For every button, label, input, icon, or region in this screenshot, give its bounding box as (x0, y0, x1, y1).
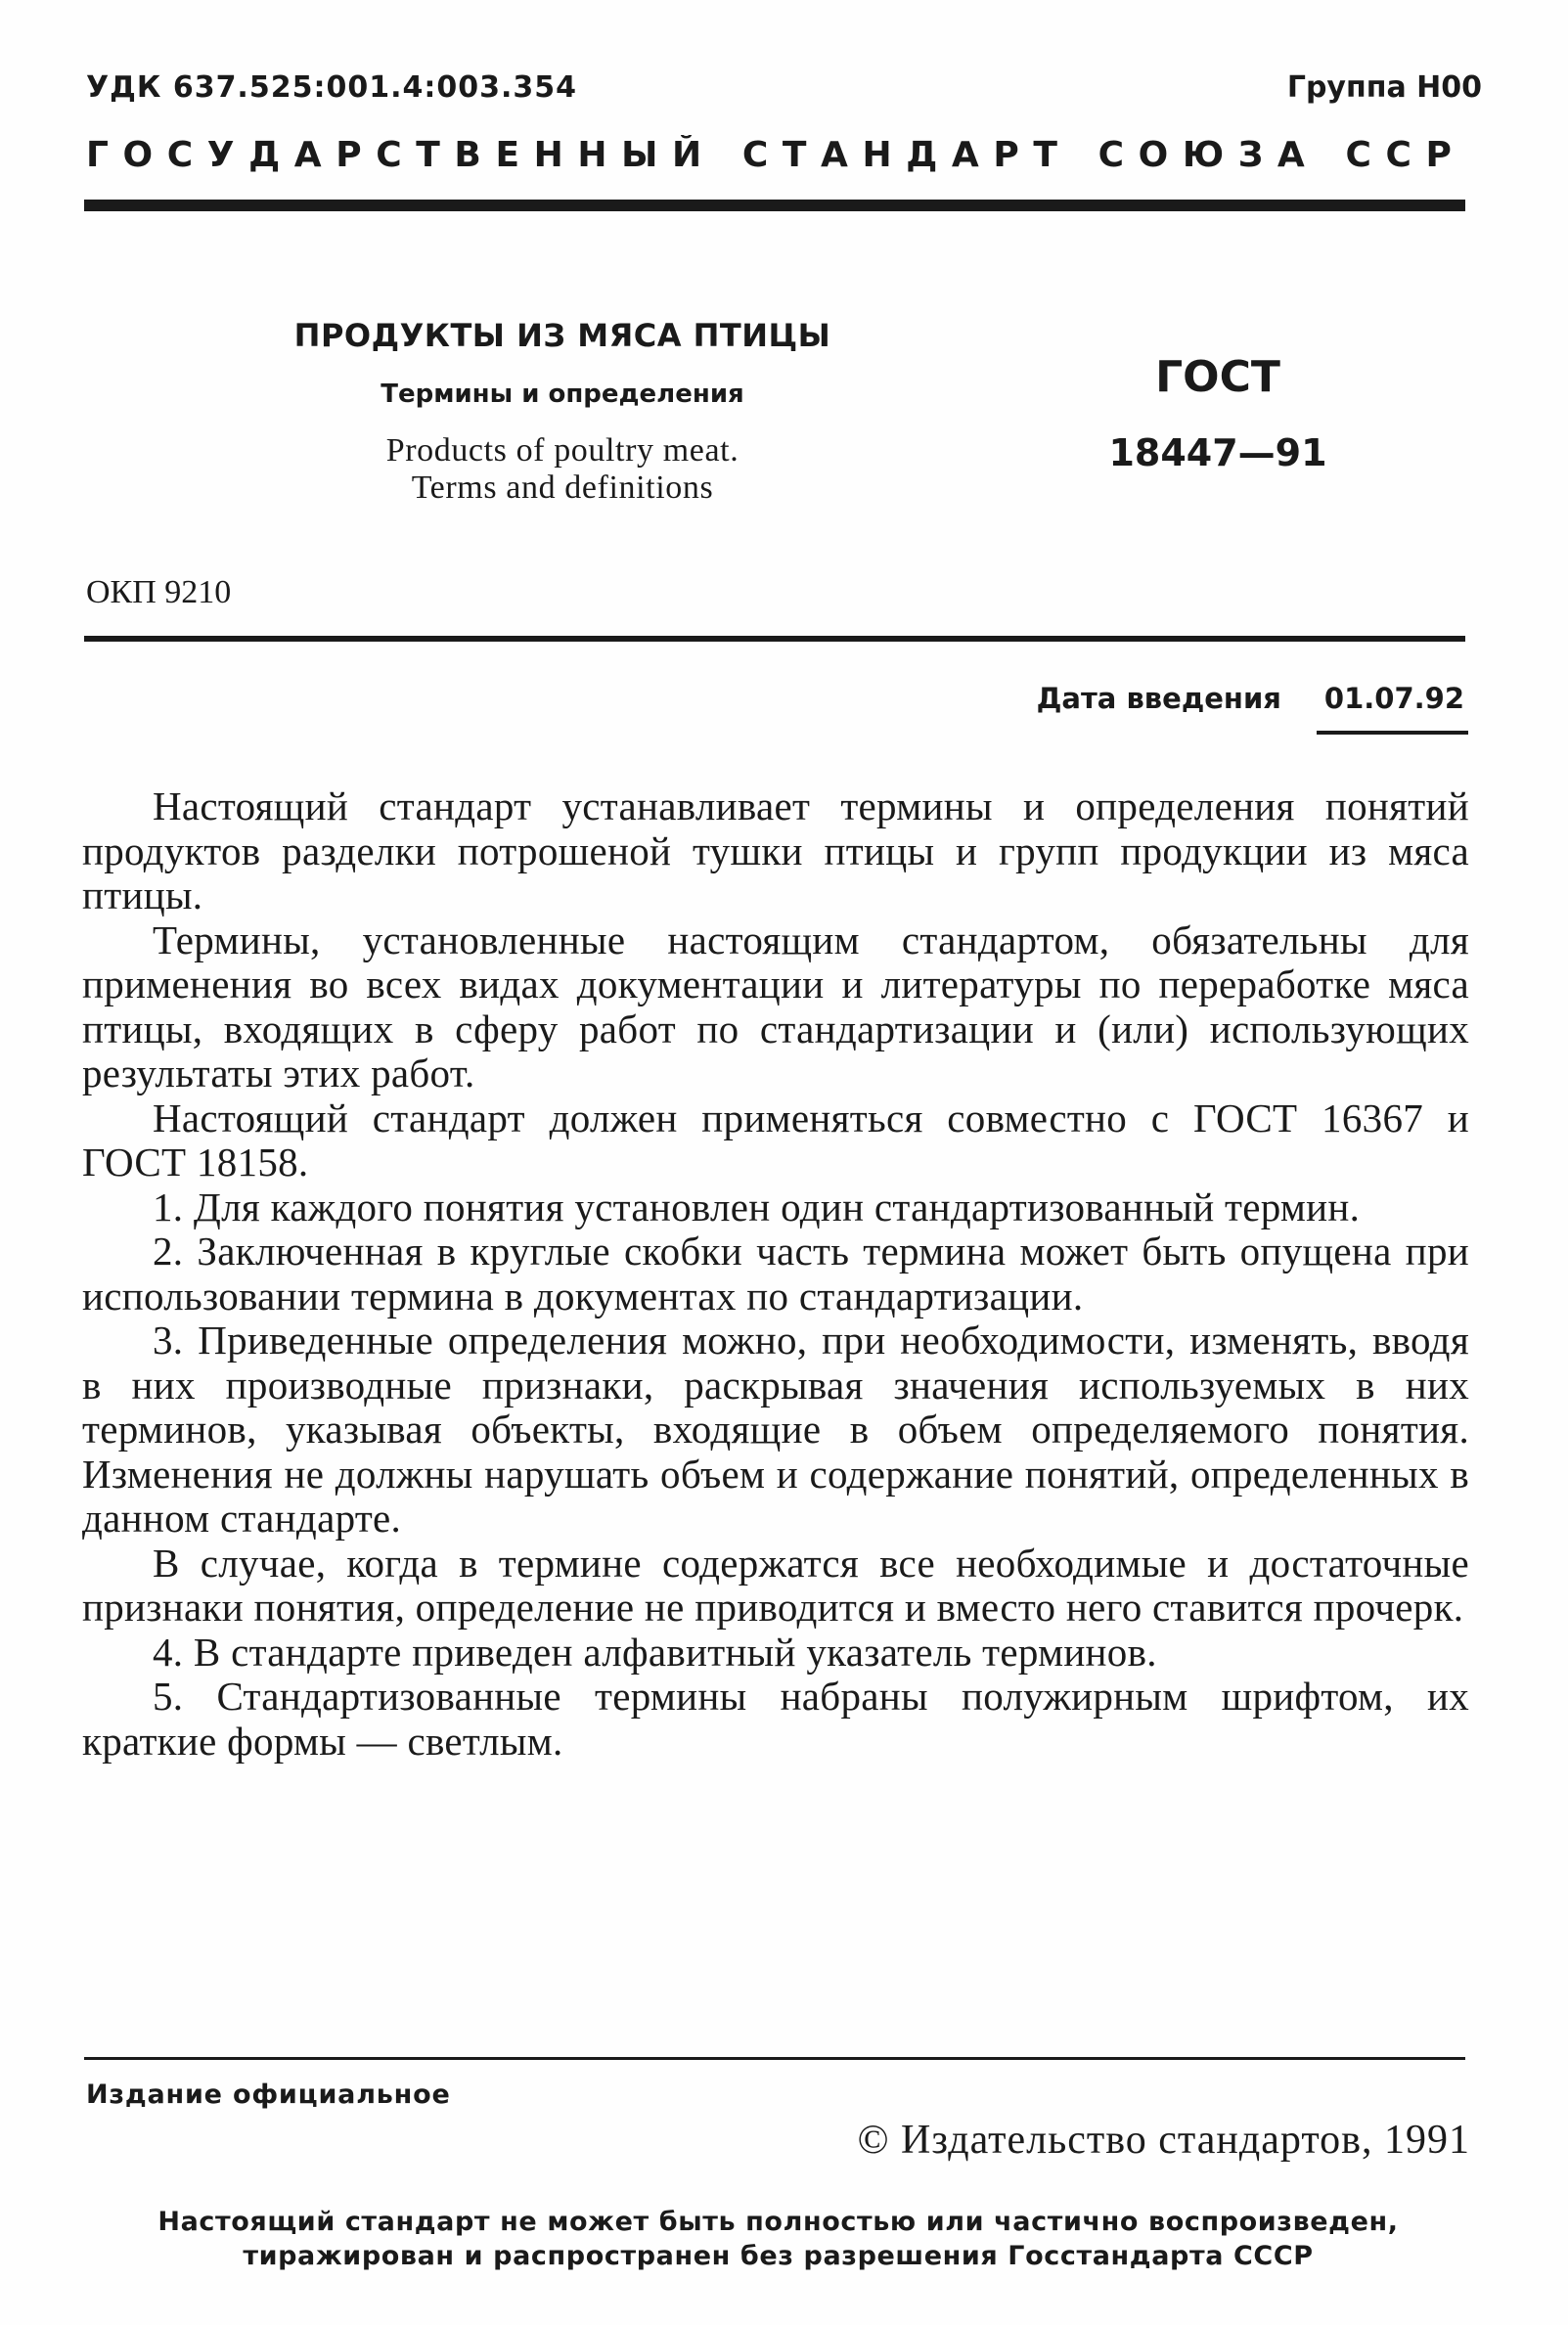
gost-label: ГОСТ (1155, 352, 1280, 402)
top-rule (84, 200, 1465, 211)
body-text (82, 784, 1469, 1764)
intro-date-value: 01.07.92 (1324, 682, 1464, 735)
copyright-notice: © Издательство стандартов, 1991 (857, 2118, 1470, 2163)
english-title-line1: Products of poultry meat. (385, 432, 739, 469)
group-code: Группа Н00 (1286, 70, 1482, 105)
gost-number: 18447—91 (1108, 431, 1327, 474)
paragraph: 1. Для каждого понятия установлен один стандартизованный термин. (153, 1184, 1361, 1230)
document-subtitle: Термины и определения (381, 380, 744, 409)
official-edition-label: Издание официальное (86, 2079, 451, 2110)
reproduction-notice-line1: Настоящий стандарт не может быть полностью или частично воспроизведен, (157, 2207, 1399, 2237)
document-title: ПРОДУКТЫ ИЗ МЯСА ПТИЦЫ (293, 317, 831, 354)
reproduction-notice (86, 2205, 1470, 2273)
intro-date-label: Дата введения (1036, 682, 1281, 715)
state-standard-heading: ГОСУДАРСТВЕННЫЙ СТАНДАРТ СОЮЗА ССР (86, 135, 1465, 175)
paragraph: 5. Стандартизованные термины набраны полужирным шрифтом, их краткие формы — светлым. (82, 1674, 1469, 1764)
title-block (196, 317, 929, 507)
intro-date (1037, 682, 1464, 735)
paragraph: 3. Приведенные определения можно, при необходимости, изменять, вводя в них производные признаки, раскрывая значения используемых в них терминов, указывая объекты, входящие в объем определяемого понятия. Изменения не должны нарушать объем и содержание понятий, определенных в данном стандарте. (82, 1318, 1469, 1541)
paragraph: Настоящий стандарт устанавливает термины и определения понятий продуктов разделки потрошеной тушки птицы и групп продукции из мяса птицы. (82, 783, 1469, 917)
paragraph: 4. В стандарте приведен алфавитный указатель терминов. (153, 1629, 1157, 1675)
udk-code: УДК 637.525:001.4:003.354 (86, 70, 577, 105)
middle-rule (84, 636, 1465, 642)
footer-rule (84, 2057, 1465, 2060)
gost-designation (1091, 352, 1345, 474)
paragraph: В случае, когда в термине содержатся все необходимые и достаточные признаки понятия, определение не приводится и вместо него ставится прочерк. (82, 1540, 1469, 1630)
okp-code: ОКП 9210 (86, 574, 232, 610)
paragraph: 2. Заключенная в круглые скобки часть термина может быть опущена при использовании термина в документах по стандартизации. (82, 1229, 1469, 1319)
reproduction-notice-line2: тиражирован и распространен без разрешения Госстандарта СССР (243, 2241, 1314, 2271)
paragraph: Термины, установленные настоящим стандартом, обязательны для применения во всех видах документации и литературы по переработке мяса птицы, входящих в сферу работ по стандартизации и (или) использующих результаты этих работ. (82, 917, 1469, 1095)
paragraph: Настоящий стандарт должен применяться совместно с ГОСТ 16367 и ГОСТ 18158. (82, 1095, 1469, 1185)
english-title-line2: Terms and definitions (411, 469, 714, 506)
english-title (196, 432, 929, 507)
